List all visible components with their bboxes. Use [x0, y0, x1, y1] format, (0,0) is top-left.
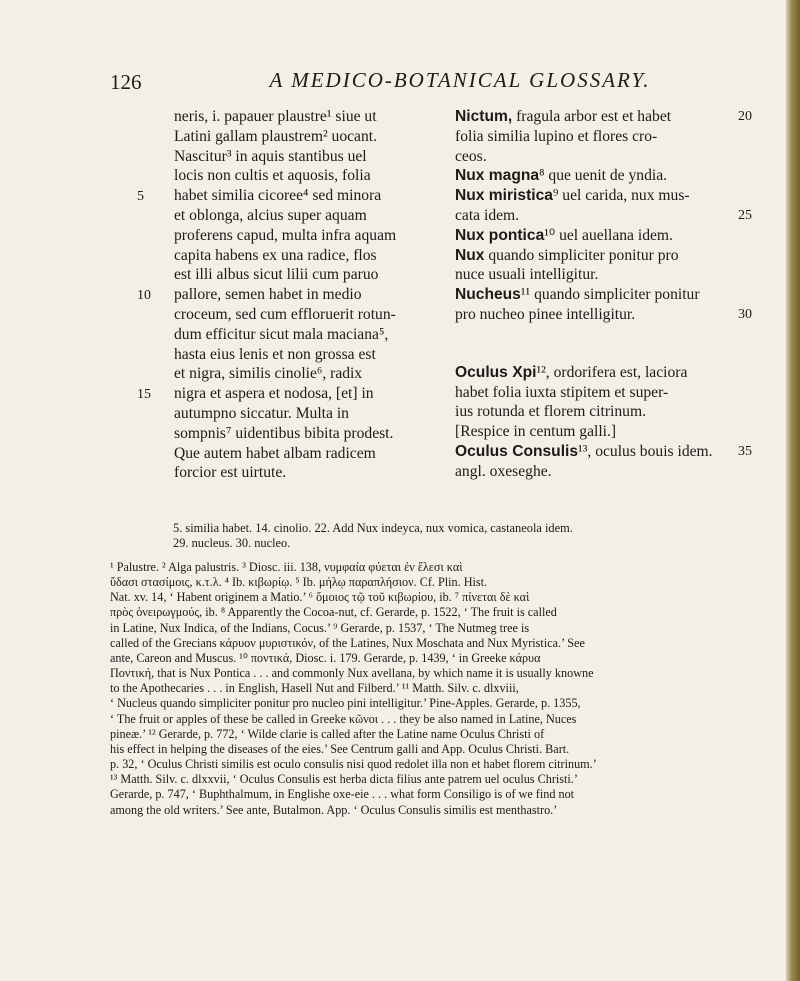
- headword: Nux miristica: [455, 187, 553, 205]
- glossary-entry-line: [455, 442, 755, 462]
- variant-line: 5. similia habet. 14. cinolio. 22. Add Nux indeyca, nux vomica, castaneola idem.: [173, 521, 573, 535]
- glossary-entry-line: [455, 147, 755, 167]
- entry-text: ius rotunda et florem citrinum.: [455, 403, 646, 421]
- page-number: 126: [110, 70, 142, 94]
- text-line: capita habens ex una radice, flos: [174, 246, 377, 264]
- footnote-line: his effect in helping the diseases of the eies.’ See Centrum galli and App. Oculus Christi. Bart.: [110, 741, 570, 756]
- entry-text: [Respice in centum galli.]: [455, 423, 617, 441]
- entry-text: folia similia lupino et flores cro-: [455, 127, 658, 145]
- glossary-entry-line: [455, 305, 755, 325]
- footnote-line: Gerarde, p. 747, ‘ Buphthalmum, in Englishe oxe-eie . . . what form Consiligo is of we find not: [110, 787, 575, 802]
- line-number: 35: [738, 444, 752, 459]
- line-number: 30: [738, 307, 752, 322]
- footnote-line: Ποντική, that is Nux Pontica . . . and commonly Nux avellana, by which name it is usually knowne: [110, 666, 594, 681]
- footnote-line: among the old writers.’ See ante, Butalmon. App. ‘ Oculus Consulis similis est menthastro.’: [110, 802, 558, 817]
- entry-text: pro nucheo pinee intelligitur.: [455, 305, 636, 323]
- footnotes: [110, 560, 790, 818]
- text-line: dum efficitur sicut mala maciana⁵,: [174, 325, 389, 343]
- page-header: [110, 66, 750, 96]
- entry-text: ¹⁰ uel auellana idem.: [544, 226, 673, 244]
- glossary-entry-line: [455, 285, 755, 305]
- text-line: sompnis⁷ uidentibus bibita prodest.: [174, 424, 394, 442]
- text-line: est illi albus sicut lilii cum paruo: [174, 266, 379, 284]
- text-line: Que autem habet albam radicem: [174, 444, 376, 462]
- glossary-entry-line: [455, 363, 755, 383]
- text-line: croceum, sed cum effloruerit rotun-: [174, 305, 396, 323]
- entry-text: nuce usuali intelligitur.: [455, 266, 599, 284]
- headword: Nux magna: [455, 167, 540, 185]
- entry-text: ¹², ordorifera est, laciora: [536, 363, 688, 381]
- text-line: forcior est uirtute.: [174, 464, 287, 482]
- headword: Nucheus: [455, 286, 521, 304]
- right-column: [455, 107, 755, 482]
- text-line: neris, i. papauer plaustre¹ siue ut: [174, 108, 377, 125]
- footnote-line: called of the Grecians κάρυον μυριστικόν, of the Latines, Nux Moschata and Nux Myristica.’ See: [110, 635, 585, 650]
- line-number: 20: [738, 109, 752, 124]
- entry-text: ¹³, oculus bouis idem.: [578, 442, 713, 460]
- headword: Nictum,: [455, 108, 513, 125]
- line-number: 5: [137, 189, 144, 204]
- text-line: et nigra, similis cinolie⁶, radix: [174, 365, 363, 383]
- footnote-line: in Latine, Nux Indica, of the Indians, Cocus.’ ⁹ Gerarde, p. 1537, ‘ The Nutmeg tree is: [110, 620, 530, 635]
- footnote-line: ‘ Nucleus quando simpliciter ponitur pro nucleo pini intelligitur.’ Pine-Apples. Gerarde, p. 1355,: [110, 696, 581, 711]
- glossary-entry-line: [455, 127, 755, 147]
- glossary-entry-line: [455, 226, 755, 246]
- variant-readings: [173, 521, 773, 551]
- glossary-entry-line: [455, 186, 755, 206]
- footnote-line: to the Apothecaries . . . in English, Hasell Nut and Filberd.’ ¹¹ Matth. Silv. c. dlxviii,: [110, 681, 519, 696]
- footnote-line: p. 32, ‘ Oculus Christi similis est oculo consulis nisi quod redolet illa non et habet florem citrinum.’: [110, 757, 597, 772]
- headword: Nux pontica: [455, 226, 545, 244]
- entry-text: habet folia iuxta stipitem et super-: [455, 383, 669, 401]
- left-column: [174, 107, 439, 483]
- footnote-line: ¹ Palustre. ² Alga palustris. ³ Diosc. iii. 138, νυμφαία φύεται ἐν ἕλεσι καὶ: [110, 560, 463, 574]
- text-line: hasta eius lenis et non grossa est: [174, 345, 376, 363]
- entry-text: fragula arbor est et habet: [512, 108, 672, 125]
- text-line: Nascitur³ in aquis stantibus uel: [174, 147, 367, 165]
- text-line: et oblonga, alcius super aquam: [174, 206, 367, 224]
- section-gap: [455, 325, 755, 363]
- text-line: Latini gallam plaustrem² uocant.: [174, 127, 378, 145]
- text-line: locis non cultis et aquosis, folia: [174, 167, 371, 185]
- footnote-line: ante, Careon and Muscus. ¹⁰ ποντικά, Diosc. i. 179. Gerarde, p. 1439, ‘ in Greeke κάρυα: [110, 650, 541, 665]
- footnote-line: ¹³ Matth. Silv. c. dlxxvii, ‘ Oculus Consulis est herba dicta filius ante patrem uel oculus Christi.’: [110, 772, 578, 787]
- line-number: 15: [137, 387, 151, 402]
- glossary-entry-line: [455, 265, 755, 285]
- glossary-entry-line: [455, 422, 755, 442]
- footnote-line: ὕδασι στασίμοις, κ.τ.λ. ⁴ Ib. κιβωρίῳ. ⁵ Ib. μήλῳ παραπλήσιον. Cf. Plin. Hist.: [110, 575, 488, 590]
- running-title: A MEDICO-BOTANICAL GLOSSARY.: [269, 68, 651, 92]
- entry-text: angl. oxeseghe.: [455, 462, 552, 480]
- page-edge: [786, 0, 800, 981]
- footnote-line: Nat. xv. 14, ‘ Habent originem a Matio.’ ⁶ ὅμοιος τῷ τοῦ κιβωρίου, ib. ⁷ πίνεται δὲ καὶ: [110, 590, 530, 605]
- glossary-entry-line: [455, 166, 755, 186]
- footnote-line: ‘ The fruit or apples of these be called in Greeke κῶνοι . . . they be also named in Latine, Nuces: [110, 711, 577, 726]
- footnote-line: πρὸς ὀνειρωγμούς, ib. ⁸ Apparently the Cocoa-nut, cf. Gerarde, p. 1522, ‘ The fruit is called: [110, 605, 557, 620]
- headword: Oculus Consulis: [455, 442, 579, 460]
- headword: Nux: [455, 246, 485, 264]
- text-line: autumpno siccatur. Multa in: [174, 404, 349, 422]
- glossary-entry-line: [455, 246, 755, 266]
- headword: Oculus Xpi: [455, 363, 537, 381]
- line-number: 25: [738, 208, 752, 223]
- glossary-entry-line: [455, 206, 755, 226]
- entry-text: cata idem.: [455, 206, 520, 224]
- text-line: pallore, semen habet in medio: [174, 286, 362, 304]
- glossary-entry-line: [455, 383, 755, 403]
- entry-text: ceos.: [455, 147, 487, 165]
- entry-text: ¹¹ quando simpliciter ponitur: [520, 286, 700, 304]
- glossary-entry-line: [455, 402, 755, 422]
- footnote-line: pineæ.’ ¹² Gerarde, p. 772, ‘ Wilde clarie is called after the Latine name Oculus Christi of: [110, 726, 545, 741]
- glossary-entry-line: [455, 107, 755, 127]
- line-number: 10: [137, 288, 151, 303]
- text-line: habet similia cicoree⁴ sed minora: [174, 187, 382, 205]
- entry-text: ⁸ que uenit de yndia.: [539, 167, 668, 185]
- text-line: proferens capud, multa infra aquam: [174, 226, 397, 244]
- glossary-entry-line: [455, 462, 755, 482]
- text-line: nigra et aspera et nodosa, [et] in: [174, 385, 374, 403]
- entry-text: quando simpliciter ponitur pro: [484, 246, 679, 264]
- variant-line: 29. nucleus. 30. nucleo.: [173, 536, 291, 550]
- entry-text: ⁹ uel carida, nux mus-: [552, 187, 690, 205]
